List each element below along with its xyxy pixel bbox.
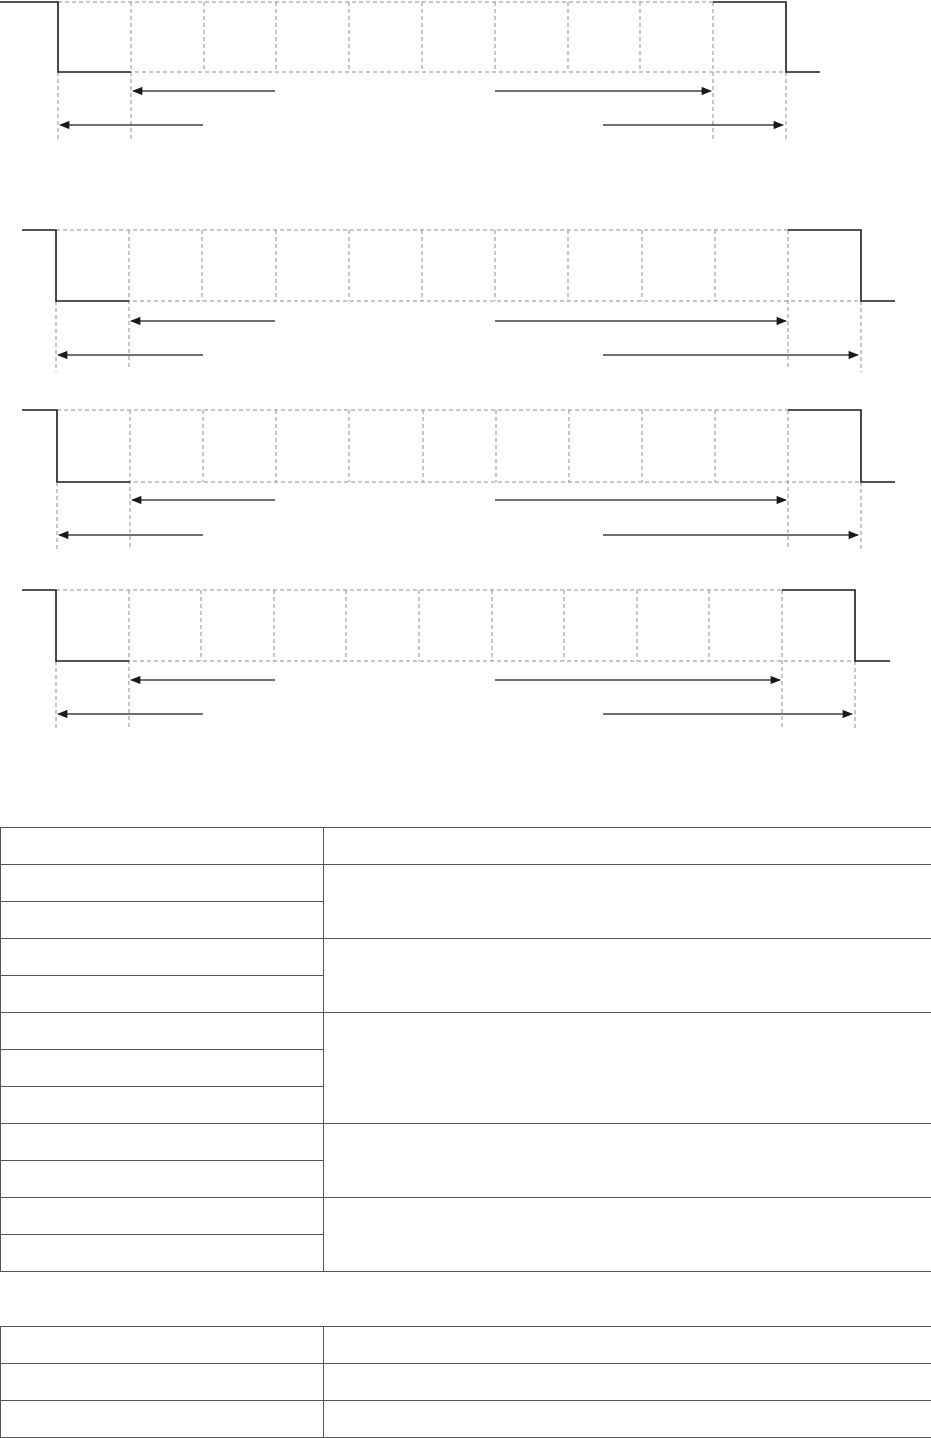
table-merged-cell (324, 939, 931, 1013)
table-cell (1, 1235, 324, 1272)
table-merged-cell (324, 1013, 931, 1124)
table-cell (1, 939, 324, 976)
table-cell (1, 1198, 324, 1235)
table-upper (0, 827, 931, 1272)
table-cell (1, 1087, 324, 1124)
table-cell (1, 1161, 324, 1198)
table-cell (324, 1327, 931, 1364)
table-row (1, 865, 931, 902)
table-merged-cell (324, 1198, 931, 1272)
table-lower (0, 1326, 931, 1438)
table-cell (324, 1364, 931, 1401)
table-cell (1, 1327, 324, 1364)
table-header-cell (1, 828, 324, 865)
table-header-cell (324, 828, 931, 865)
signal-waveform (0, 2, 820, 72)
table-cell (1, 1401, 324, 1438)
table-cell (1, 902, 324, 939)
table-row (1, 1124, 931, 1161)
table-merged-cell (324, 1124, 931, 1198)
table-row (1, 939, 931, 976)
table-cell (1, 1050, 324, 1087)
signal-waveform (22, 590, 890, 661)
table-cell (1, 976, 324, 1013)
table-row (1, 1327, 931, 1364)
table-row (1, 1013, 931, 1050)
table-cell (1, 1013, 324, 1050)
signal-waveform (22, 230, 895, 301)
table-merged-cell (324, 865, 931, 939)
table-row (1, 1401, 931, 1438)
table-cell (1, 1364, 324, 1401)
table-cell (1, 1124, 324, 1161)
table-header-row (1, 828, 931, 865)
table-cell (324, 1401, 931, 1438)
table-cell (1, 865, 324, 902)
table-row (1, 1198, 931, 1235)
signal-waveform (22, 410, 895, 482)
table-row (1, 1364, 931, 1401)
